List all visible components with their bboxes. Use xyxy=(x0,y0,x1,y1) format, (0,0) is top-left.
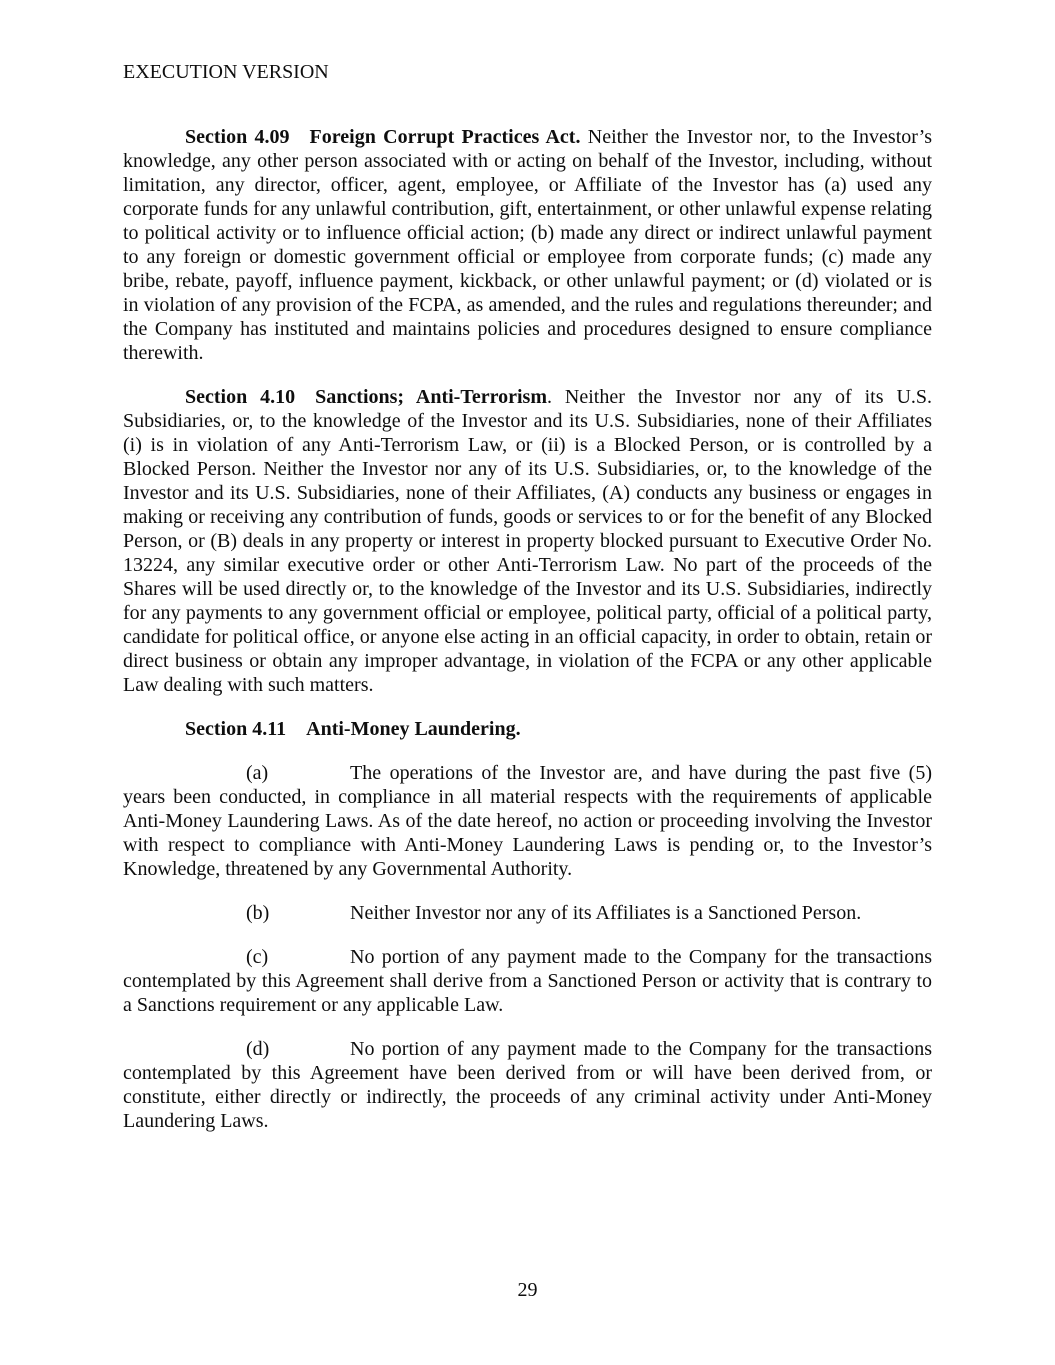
section-4-11-subsection-c xyxy=(123,945,932,1017)
section-4-11-subsection-d xyxy=(123,1037,932,1133)
subsection-b-label: (b) xyxy=(246,902,270,924)
section-4-10-paragraph xyxy=(123,385,932,697)
section-4-10-number: Section 4.10 xyxy=(185,386,296,408)
subsection-b-text: Neither Investor nor any of its Affiliates is a Sanctioned Person. xyxy=(350,902,862,924)
section-4-09-title: Foreign Corrupt Practices Act. xyxy=(309,126,581,148)
section-4-11-title: Anti-Money Laundering. xyxy=(306,718,521,740)
subsection-a-label: (a) xyxy=(246,762,269,784)
subsection-a-text: The operations of the Investor are, and have during the past five (5) years been conducted, in compliance in all material respects with the requirements of applicable Anti-Money Laundering Laws. As of the date hereof, no action or proceeding involving the Investor with respect to compliance with Anti-Money Laundering Laws is pending or, to the Investor’s Knowledge, threatened by any Governmental Authority. xyxy=(123,762,932,880)
subsection-c-label: (c) xyxy=(246,946,269,968)
section-4-11-subsection-b xyxy=(123,901,932,925)
subsection-d-text: No portion of any payment made to the Company for the transactions contemplated by this Agreement have been derived from or will have been derived from, or constitute, either directly or indirectly, the proceeds of any criminal activity under Anti-Money Laundering Laws. xyxy=(123,1038,932,1132)
section-4-10-title: Sanctions; Anti-Terrorism xyxy=(315,386,547,408)
section-4-10-title-suffix: . xyxy=(546,386,552,408)
section-4-09-body: Neither the Investor nor, to the Investor’s knowledge, any other person associated with or acting on behalf of the Investor, including, without limitation, any director, officer, agent, employee, or Affiliate of the Investor has (a) used any corporate funds for any unlawful contribution, gift, entertainment, or other unlawful expense relating to political activity or to influence official action; (b) made any direct or indirect unlawful payment to any foreign or domestic government official or employee from corporate funds; (c) made any bribe, rebate, payoff, influence payment, kickback, or other unlawful payment; or (d) violated or is in violation of any provision of the FCPA, as amended, and the rules and regulations thereunder; and the Company has instituted and maintains policies and procedures designed to ensure compliance therewith. xyxy=(123,126,933,364)
section-4-11-subsection-a xyxy=(123,761,932,881)
page-number: 29 xyxy=(517,1279,538,1301)
subsection-d-label: (d) xyxy=(246,1038,270,1060)
section-4-09-paragraph xyxy=(123,125,932,365)
section-4-11-heading xyxy=(123,717,932,741)
execution-version-header: EXECUTION VERSION xyxy=(123,61,329,83)
section-4-09-number: Section 4.09 xyxy=(185,126,290,148)
document-content xyxy=(123,60,932,1153)
section-4-10-body: Neither the Investor nor any of its U.S. Subsidiaries, or, to the knowledge of the Investor and its U.S. Subsidiaries, none of their Affiliates (i) is in violation of any Anti-Terrorism Law, or (ii) is a Blocked Person, or is controlled by a Blocked Person. Neither the Investor nor any of its U.S. Subsidiaries, or, to the knowledge of the Investor and its U.S. Subsidiaries, none of their Affiliates, (A) conducts any business or engages in making or receiving any contribution of funds, goods or services to or for the benefit of any Blocked Person, or (B) deals in any property or interest in property blocked pursuant to Executive Order No. 13224, any similar executive order or other Anti-Terrorism Law. No part of the proceeds of the Shares will be used directly or, to the knowledge of the Investor and its U.S. Subsidiaries, indirectly for any payments to any government official or employee, political party, official of a political party, candidate for political office, or anyone else acting in an official capacity, in order to obtain, retain or direct business or obtain any improper advantage, in violation of the FCPA or any other applicable Law dealing with such matters. xyxy=(123,386,933,696)
section-4-11-number: Section 4.11 xyxy=(185,718,287,740)
subsection-c-text: No portion of any payment made to the Company for the transactions contemplated by this Agreement shall derive from a Sanctioned Person or activity that is contrary to a Sanctions requirement or any applicable Law. xyxy=(123,946,932,1016)
